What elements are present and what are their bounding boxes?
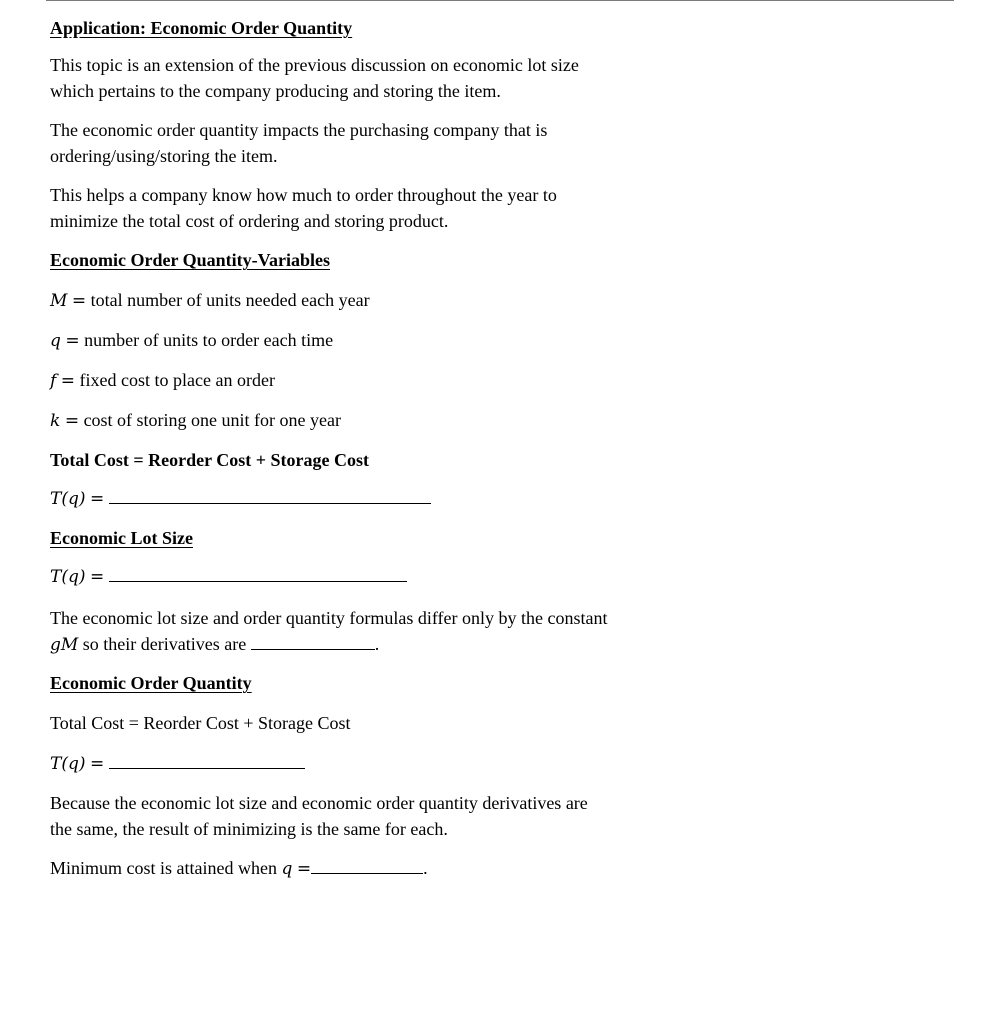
lot-size-heading: Economic Lot Size	[50, 528, 193, 549]
differ-end: .	[374, 633, 380, 654]
tq-line-2	[50, 564, 610, 606]
tq-line-3	[50, 751, 610, 791]
differ-sentence	[50, 606, 610, 657]
equals-sign: =	[64, 411, 80, 432]
symbol-gm: gM	[50, 634, 79, 655]
tq-line-1	[50, 486, 610, 526]
variable-q-line	[50, 328, 610, 368]
symbol-m: M	[50, 291, 68, 312]
page-title: Application: Economic Order Quantity	[50, 18, 353, 38]
eoq-heading: Economic Order Quantity	[50, 673, 252, 694]
symbol-f: f	[50, 371, 57, 392]
worksheet-page	[50, 14, 610, 882]
equals-sign: =	[90, 489, 105, 510]
minimum-cost-line	[50, 856, 610, 882]
variable-q-definition: number of units to order each time	[84, 330, 334, 351]
symbol-q: q	[281, 859, 293, 880]
equals-sign: =	[296, 859, 312, 880]
tq-label: T(q)	[50, 754, 86, 775]
tq-label: T(q)	[50, 567, 86, 588]
answer-blank-minimum-q[interactable]	[311, 857, 423, 874]
variables-heading: Economic Order Quantity-Variables	[50, 250, 330, 271]
total-cost-formula-bold: Total Cost = Reorder Cost + Storage Cost	[50, 450, 369, 471]
top-divider	[46, 0, 954, 1]
differ-text-1: The economic lot size and order quantity formulas differ only by the constant	[50, 608, 608, 629]
intro-paragraph-2: The economic order quantity impacts the purchasing company that is ordering/using/storing the item.	[50, 120, 548, 166]
equals-sign: =	[65, 331, 80, 352]
variable-k-definition: cost of storing one unit for one year	[83, 410, 341, 431]
equals-sign: =	[71, 291, 87, 312]
because-paragraph: Because the economic lot size and economic order quantity derivatives are the same, the result of minimizing is the same for each.	[50, 793, 588, 839]
minimum-cost-end: .	[423, 858, 428, 879]
minimum-cost-text: Minimum cost is attained when	[50, 858, 282, 879]
equals-sign: =	[90, 754, 105, 775]
intro-paragraph-1: This topic is an extension of the previous discussion on economic lot size which pertains to the company producing and storing the item.	[50, 55, 579, 101]
symbol-k: k	[50, 411, 61, 432]
equals-sign: =	[90, 567, 105, 588]
answer-blank-derivatives[interactable]	[251, 633, 375, 650]
answer-blank-eoq[interactable]	[109, 752, 305, 769]
answer-blank-total-cost[interactable]	[109, 487, 431, 504]
intro-paragraph-3: This helps a company know how much to order throughout the year to minimize the total cost of ordering and storing product.	[50, 185, 557, 231]
total-cost-formula-plain: Total Cost = Reorder Cost + Storage Cost	[50, 713, 351, 734]
variable-f-line	[50, 368, 610, 408]
tq-label: T(q)	[50, 489, 86, 510]
variable-m-definition: total number of units needed each year	[90, 290, 370, 311]
equals-sign: =	[60, 371, 76, 392]
differ-text-2: so their derivatives are	[78, 633, 251, 654]
symbol-q: q	[50, 331, 61, 352]
variable-f-definition: fixed cost to place an order	[79, 370, 275, 391]
variable-m-line	[50, 288, 610, 328]
answer-blank-lot-size[interactable]	[109, 565, 407, 582]
variable-k-line	[50, 408, 610, 448]
